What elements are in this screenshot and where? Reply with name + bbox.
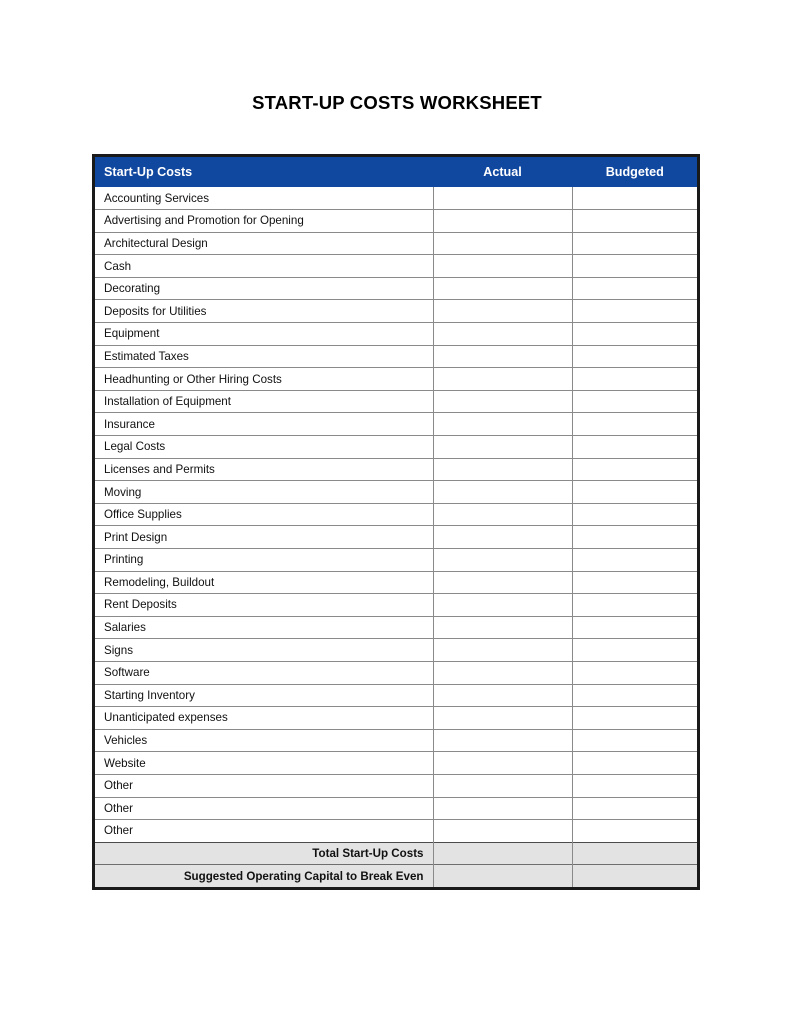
column-header-item: Start-Up Costs: [95, 157, 433, 187]
total-actual-value[interactable]: [433, 865, 572, 888]
table-row: [95, 549, 697, 572]
budgeted-amount-input[interactable]: [572, 571, 697, 594]
cost-item-label: Cash: [95, 255, 433, 278]
budgeted-amount-input[interactable]: [572, 187, 697, 210]
table-row: [95, 752, 697, 775]
actual-amount-input[interactable]: [433, 639, 572, 662]
cost-item-label: Printing: [95, 549, 433, 572]
budgeted-amount-input[interactable]: [572, 639, 697, 662]
table-row: [95, 187, 697, 210]
actual-amount-input[interactable]: [433, 503, 572, 526]
cost-item-label: Licenses and Permits: [95, 458, 433, 481]
actual-amount-input[interactable]: [433, 458, 572, 481]
column-header-budgeted: Budgeted: [572, 157, 697, 187]
cost-item-label: Other: [95, 820, 433, 843]
cost-item-label: Insurance: [95, 413, 433, 436]
table-row: [95, 616, 697, 639]
budgeted-amount-input[interactable]: [572, 436, 697, 459]
cost-item-label: Vehicles: [95, 729, 433, 752]
actual-amount-input[interactable]: [433, 797, 572, 820]
budgeted-amount-input[interactable]: [572, 661, 697, 684]
total-label: Suggested Operating Capital to Break Even: [95, 865, 433, 888]
budgeted-amount-input[interactable]: [572, 707, 697, 730]
actual-amount-input[interactable]: [433, 300, 572, 323]
table-row: [95, 684, 697, 707]
actual-amount-input[interactable]: [433, 255, 572, 278]
cost-item-label: Decorating: [95, 277, 433, 300]
actual-amount-input[interactable]: [433, 684, 572, 707]
table-row: [95, 594, 697, 617]
cost-item-label: Starting Inventory: [95, 684, 433, 707]
budgeted-amount-input[interactable]: [572, 458, 697, 481]
budgeted-amount-input[interactable]: [572, 413, 697, 436]
cost-item-label: Advertising and Promotion for Opening: [95, 210, 433, 233]
budgeted-amount-input[interactable]: [572, 616, 697, 639]
table-row: [95, 526, 697, 549]
budgeted-amount-input[interactable]: [572, 481, 697, 504]
table-row: [95, 368, 697, 391]
cost-item-label: Other: [95, 797, 433, 820]
cost-item-label: Deposits for Utilities: [95, 300, 433, 323]
cost-item-label: Remodeling, Buildout: [95, 571, 433, 594]
table-row: [95, 436, 697, 459]
actual-amount-input[interactable]: [433, 413, 572, 436]
cost-item-label: Website: [95, 752, 433, 775]
cost-item-label: Rent Deposits: [95, 594, 433, 617]
table-row: [95, 345, 697, 368]
actual-amount-input[interactable]: [433, 232, 572, 255]
table-row: [95, 707, 697, 730]
budgeted-amount-input[interactable]: [572, 323, 697, 346]
actual-amount-input[interactable]: [433, 390, 572, 413]
table-header: [95, 157, 697, 187]
table-row: [95, 210, 697, 233]
actual-amount-input[interactable]: [433, 571, 572, 594]
actual-amount-input[interactable]: [433, 481, 572, 504]
budgeted-amount-input[interactable]: [572, 729, 697, 752]
actual-amount-input[interactable]: [433, 707, 572, 730]
cost-item-label: Print Design: [95, 526, 433, 549]
table-row: [95, 232, 697, 255]
budgeted-amount-input[interactable]: [572, 390, 697, 413]
budgeted-amount-input[interactable]: [572, 752, 697, 775]
table-row: [95, 277, 697, 300]
table-row: [95, 323, 697, 346]
actual-amount-input[interactable]: [433, 436, 572, 459]
actual-amount-input[interactable]: [433, 549, 572, 572]
actual-amount-input[interactable]: [433, 277, 572, 300]
budgeted-amount-input[interactable]: [572, 549, 697, 572]
table-header-row: [95, 157, 697, 187]
budgeted-amount-input[interactable]: [572, 684, 697, 707]
actual-amount-input[interactable]: [433, 774, 572, 797]
budgeted-amount-input[interactable]: [572, 774, 697, 797]
cost-item-label: Architectural Design: [95, 232, 433, 255]
actual-amount-input[interactable]: [433, 752, 572, 775]
actual-amount-input[interactable]: [433, 594, 572, 617]
table-row: [95, 639, 697, 662]
cost-item-label: Unanticipated expenses: [95, 707, 433, 730]
total-label: Total Start-Up Costs: [95, 842, 433, 865]
table-row: [95, 255, 697, 278]
table-row: [95, 390, 697, 413]
cost-item-label: Equipment: [95, 323, 433, 346]
table-row: [95, 729, 697, 752]
actual-amount-input[interactable]: [433, 661, 572, 684]
table-total-row: [95, 865, 697, 888]
budgeted-amount-input[interactable]: [572, 797, 697, 820]
cost-item-label: Software: [95, 661, 433, 684]
budgeted-amount-input[interactable]: [572, 210, 697, 233]
table-row: [95, 458, 697, 481]
budgeted-amount-input[interactable]: [572, 300, 697, 323]
budgeted-amount-input[interactable]: [572, 255, 697, 278]
budgeted-amount-input[interactable]: [572, 232, 697, 255]
startup-costs-table-container: [92, 154, 700, 890]
cost-item-label: Estimated Taxes: [95, 345, 433, 368]
table-row: [95, 820, 697, 843]
table-row: [95, 503, 697, 526]
table-body: [95, 187, 697, 887]
actual-amount-input[interactable]: [433, 345, 572, 368]
column-header-actual: Actual: [433, 157, 572, 187]
actual-amount-input[interactable]: [433, 616, 572, 639]
cost-item-label: Moving: [95, 481, 433, 504]
budgeted-amount-input[interactable]: [572, 526, 697, 549]
table-row: [95, 481, 697, 504]
budgeted-amount-input[interactable]: [572, 594, 697, 617]
cost-item-label: Legal Costs: [95, 436, 433, 459]
total-budgeted-value[interactable]: [572, 865, 697, 888]
table-row: [95, 413, 697, 436]
table-row: [95, 661, 697, 684]
budgeted-amount-input[interactable]: [572, 820, 697, 843]
budgeted-amount-input[interactable]: [572, 503, 697, 526]
budgeted-amount-input[interactable]: [572, 277, 697, 300]
table-row: [95, 571, 697, 594]
actual-amount-input[interactable]: [433, 526, 572, 549]
actual-amount-input[interactable]: [433, 187, 572, 210]
cost-item-label: Office Supplies: [95, 503, 433, 526]
cost-item-label: Accounting Services: [95, 187, 433, 210]
actual-amount-input[interactable]: [433, 323, 572, 346]
cost-item-label: Other: [95, 774, 433, 797]
actual-amount-input[interactable]: [433, 368, 572, 391]
cost-item-label: Salaries: [95, 616, 433, 639]
table-row: [95, 774, 697, 797]
startup-costs-table: [95, 157, 697, 887]
total-budgeted-value[interactable]: [572, 842, 697, 865]
cost-item-label: Signs: [95, 639, 433, 662]
table-row: [95, 797, 697, 820]
page-title: START-UP COSTS WORKSHEET: [252, 92, 542, 113]
cost-item-label: Headhunting or Other Hiring Costs: [95, 368, 433, 391]
total-actual-value[interactable]: [433, 842, 572, 865]
table-row: [95, 300, 697, 323]
cost-item-label: Installation of Equipment: [95, 390, 433, 413]
actual-amount-input[interactable]: [433, 729, 572, 752]
actual-amount-input[interactable]: [433, 210, 572, 233]
actual-amount-input[interactable]: [433, 820, 572, 843]
budgeted-amount-input[interactable]: [572, 368, 697, 391]
budgeted-amount-input[interactable]: [572, 345, 697, 368]
table-total-row: [95, 842, 697, 865]
